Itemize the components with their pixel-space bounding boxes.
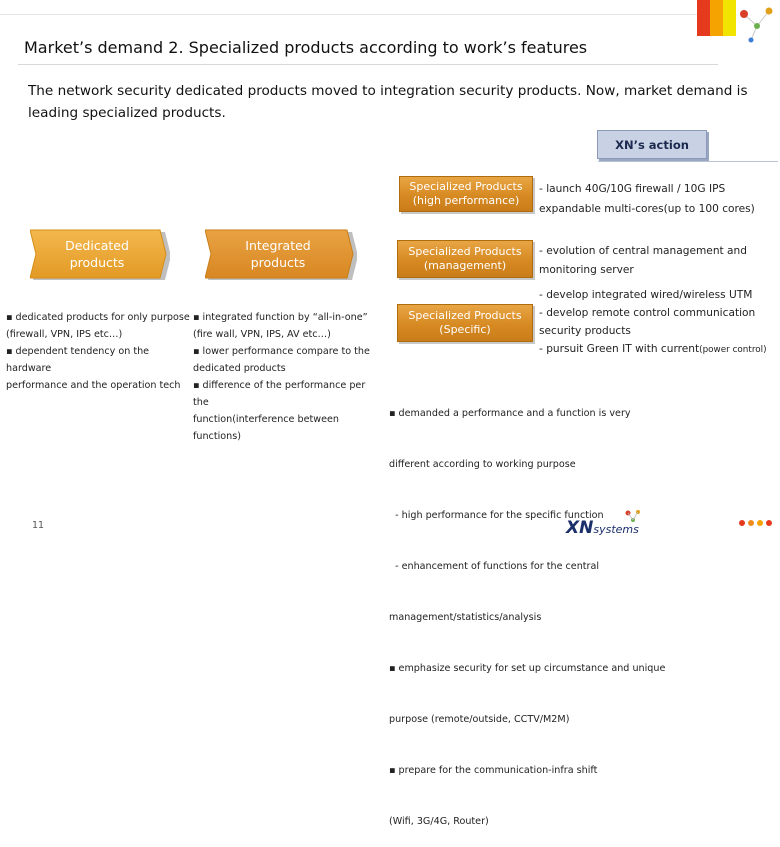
bullet-line: purpose (remote/outside, CCTV/M2M)	[389, 714, 570, 725]
specialized-specific-box	[397, 304, 533, 342]
bullet-line: function(interference between functions)	[193, 414, 339, 442]
integrated-label-line1: Integrated	[245, 238, 311, 253]
high-performance-description	[539, 179, 755, 219]
bullet-line: performance and the operation tech	[6, 380, 181, 391]
logo-xn: XN	[566, 518, 594, 538]
color-stripe-orange	[710, 0, 723, 36]
bullet-line: ▪ lower performance compare to the	[193, 346, 370, 357]
integrated-bullets	[193, 309, 383, 445]
specialized-label: Specialized Products	[408, 309, 522, 322]
specialized-label: Specialized Products	[409, 180, 523, 193]
page-number: 11	[32, 520, 45, 531]
dedicated-products-arrow	[30, 228, 170, 280]
network-logo-icon	[735, 2, 777, 46]
color-stripe-red	[697, 0, 710, 36]
desc-line	[539, 340, 767, 359]
decorative-dots-icon	[738, 516, 778, 530]
dedicated-label-line1: Dedicated	[65, 238, 129, 253]
desc-part-small: (power control)	[699, 345, 767, 355]
bullet-line: management/statistics/analysis	[389, 612, 542, 623]
specific-description	[539, 286, 767, 359]
bullet-line: ▪ prepare for the communication-infra shift	[389, 765, 598, 776]
bullet-line: (firewall, VPN, IPS etc…)	[6, 329, 123, 340]
bullet-line: ▪ dedicated products for only purpose	[6, 312, 190, 323]
dedicated-bullets	[6, 309, 194, 394]
action-divider	[598, 161, 778, 162]
dedicated-label-line2: products	[69, 255, 125, 270]
desc-line: - launch 40G/10G firewall / 10G IPS	[539, 183, 726, 195]
xn-systems-logo	[566, 518, 639, 538]
bullet-line: ▪ emphasize security for set up circumstance and unique	[389, 663, 666, 674]
integrated-products-arrow	[205, 228, 357, 280]
bullet-line: dedicated products	[193, 363, 286, 374]
specialized-management-box	[397, 240, 533, 278]
management-description	[539, 242, 747, 280]
specialized-sublabel: (management)	[423, 259, 507, 272]
xn-action-button[interactable]: XN’s action	[597, 130, 707, 159]
header-top-line	[0, 14, 700, 15]
desc-line: - evolution of central management and	[539, 245, 747, 257]
desc-line: - develop integrated wired/wireless UTM	[539, 289, 753, 301]
bullet-line: - enhancement of functions for the central	[389, 561, 600, 572]
desc-line: monitoring server	[539, 264, 634, 276]
integrated-label-line2: products	[250, 255, 306, 270]
logo-systems: systems	[593, 523, 639, 536]
desc-line: - develop remote control communication	[539, 307, 756, 319]
bullet-line: - high performance for the specific function	[389, 510, 604, 521]
desc-part: - pursuit Green IT with current	[539, 343, 700, 355]
specialized-sublabel: (high performance)	[412, 194, 520, 207]
specialized-label: Specialized Products	[408, 245, 522, 258]
bullet-line: ▪ difference of the performance per the	[193, 380, 366, 408]
logo-network-icon	[624, 508, 642, 526]
desc-line: security products	[539, 325, 631, 337]
desc-line: expandable multi-cores(up to 100 cores)	[539, 203, 755, 215]
page-title: Market’s demand 2. Specialized products according to work’s features	[24, 38, 588, 57]
bullet-line: different according to working purpose	[389, 459, 576, 470]
bullet-line: ▪ integrated function by “all-in-one”	[193, 312, 368, 323]
specialized-bullets	[389, 371, 679, 847]
bullet-line: ▪ demanded a performance and a function is very	[389, 408, 631, 419]
specialized-sublabel: (Specific)	[439, 323, 491, 336]
bullet-line: ▪ dependent tendency on the hardware	[6, 346, 150, 374]
specialized-high-performance-box	[399, 176, 533, 212]
title-divider	[18, 64, 718, 65]
bullet-line: (Wifi, 3G/4G, Router)	[389, 816, 489, 827]
bullet-line: (fire wall, VPN, IPS, AV etc…)	[193, 329, 331, 340]
intro-text: The network security dedicated products moved to integration security products. Now, market demand is leading specialized products.	[28, 83, 748, 121]
